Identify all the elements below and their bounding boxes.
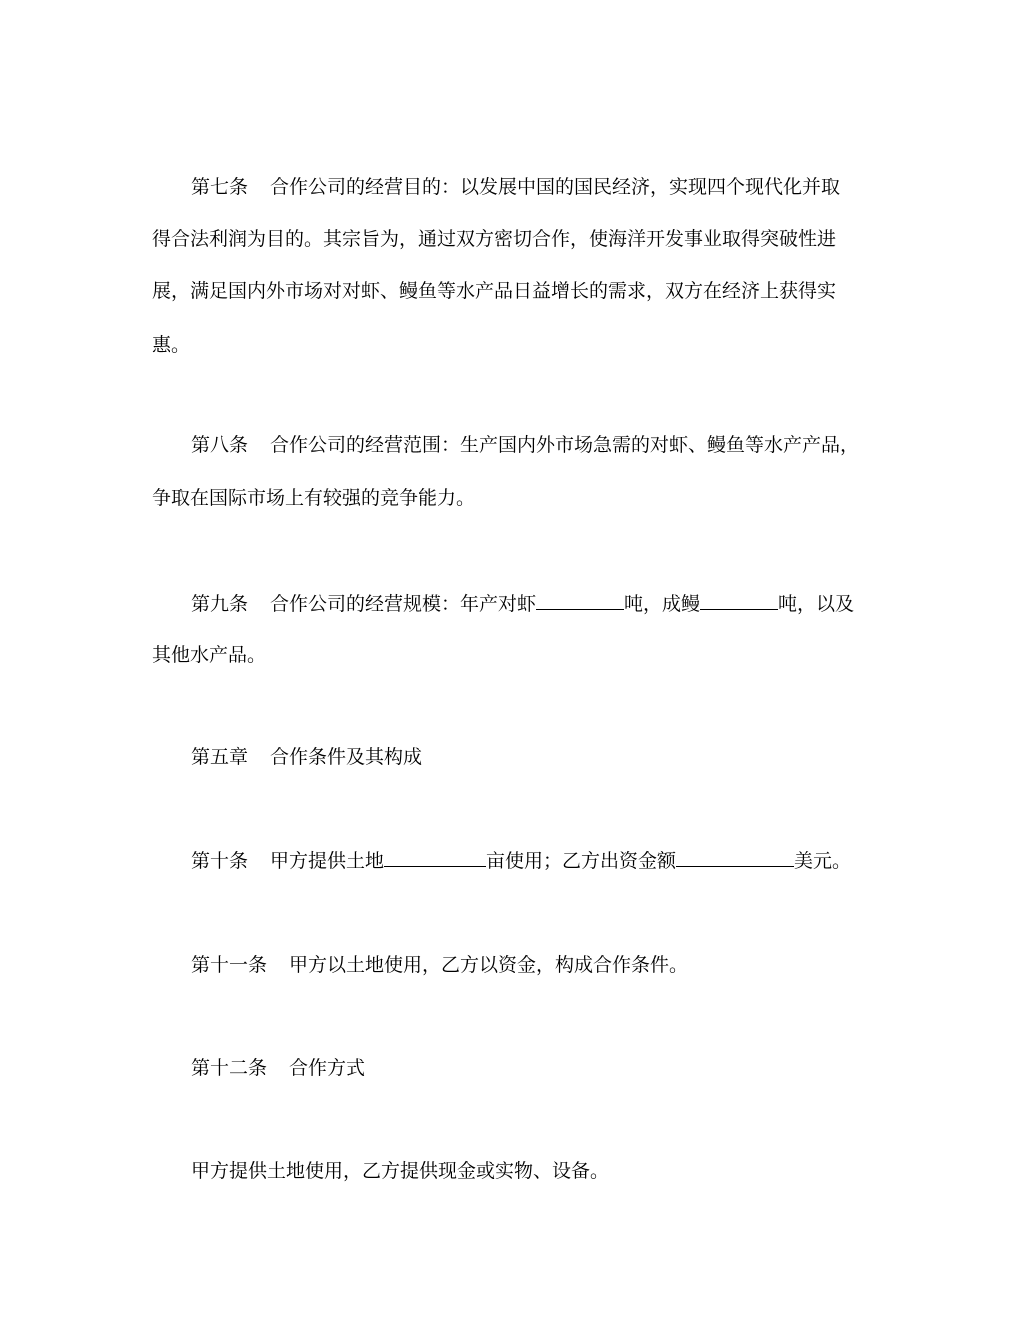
capital-amount-blank[interactable] bbox=[676, 848, 794, 867]
article-7-line-3: 展，满足国内外市场对对虾、鳗鱼等水产品日益增长的需求，双方在经济上获得实 bbox=[152, 280, 837, 302]
article-10-heading: 第十条 bbox=[191, 850, 249, 872]
chapter-5-name: 合作条件及其构成 bbox=[270, 746, 423, 768]
article-7-line-2: 得合法利润为目的。其宗旨为，通过双方密切合作，使海洋开发事业取得突破性进 bbox=[152, 228, 837, 250]
article-7-line-1 bbox=[191, 175, 931, 199]
article-11-text: 甲方以土地使用，乙方以资金，构成合作条件。 bbox=[289, 954, 689, 976]
article-12-name: 合作方式 bbox=[289, 1057, 366, 1079]
article-9-heading: 第九条 bbox=[191, 593, 249, 615]
article-11-line-1 bbox=[191, 953, 931, 977]
article-12-body: 甲方提供土地使用，乙方提供现金或实物、设备。 bbox=[191, 1160, 610, 1182]
article-12-title bbox=[191, 1056, 931, 1080]
article-10-text-3: 美元。 bbox=[794, 850, 852, 872]
article-7-line-4: 惠。 bbox=[152, 334, 191, 356]
chapter-5-heading: 第五章 bbox=[191, 746, 249, 768]
article-9-line-2: 其他水产品。 bbox=[152, 644, 267, 666]
article-8-line-1 bbox=[191, 433, 931, 457]
article-11-heading: 第十一条 bbox=[191, 954, 268, 976]
article-10-text-2: 亩使用；乙方出资金额 bbox=[486, 850, 677, 872]
shrimp-tonnage-blank[interactable] bbox=[536, 591, 624, 610]
article-7-heading: 第七条 bbox=[191, 176, 249, 198]
land-area-blank[interactable] bbox=[384, 848, 486, 867]
article-9-line-1 bbox=[191, 591, 931, 615]
article-8-line-2: 争取在国际市场上有较强的竞争能力。 bbox=[152, 487, 476, 509]
article-9-text-2: 吨，成鳗 bbox=[624, 593, 701, 615]
article-10-text-1: 甲方提供土地 bbox=[270, 850, 385, 872]
article-8-text-1: 合作公司的经营范围：生产国内外市场急需的对虾、鳗鱼等水产产品， bbox=[270, 434, 860, 456]
article-8-heading: 第八条 bbox=[191, 434, 249, 456]
eel-tonnage-blank[interactable] bbox=[700, 591, 778, 610]
article-9-text-1: 合作公司的经营规模：年产对虾 bbox=[270, 593, 537, 615]
chapter-5-title bbox=[191, 745, 931, 769]
article-10-line-1 bbox=[191, 848, 931, 872]
article-12-heading: 第十二条 bbox=[191, 1057, 268, 1079]
article-7-text-1: 合作公司的经营目的：以发展中国的国民经济，实现四个现代化并取 bbox=[270, 176, 841, 198]
article-9-text-3: 吨，以及 bbox=[778, 593, 855, 615]
